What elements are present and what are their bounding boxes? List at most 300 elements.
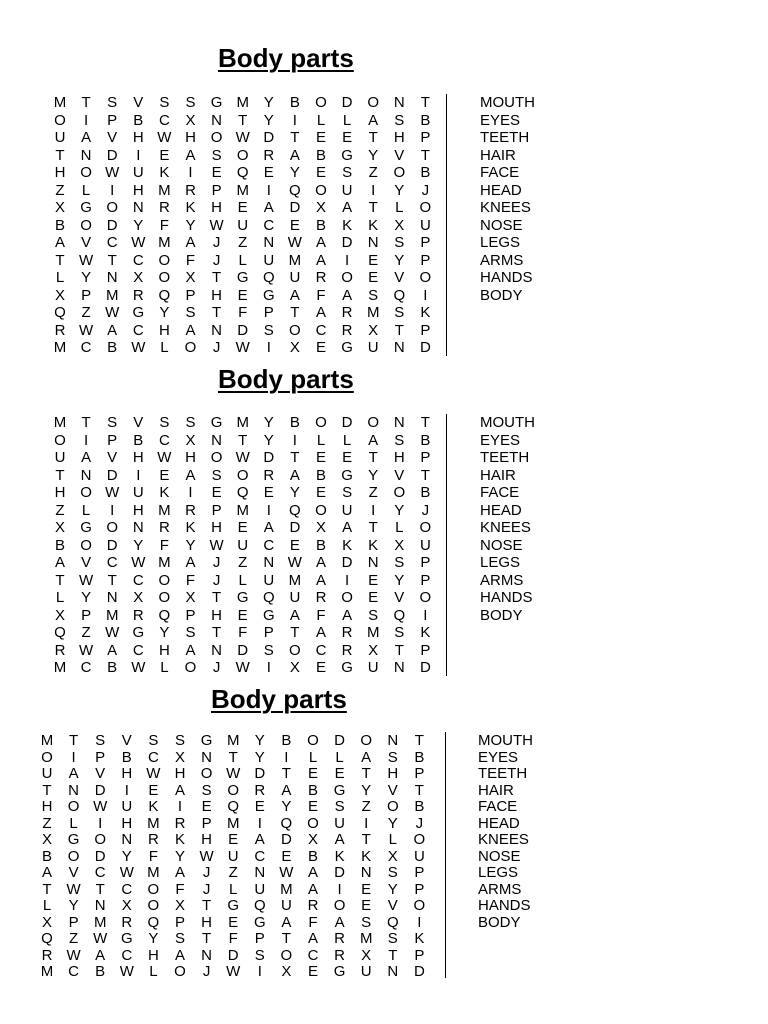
grid-letter: K <box>148 798 159 815</box>
grid-letter: E <box>263 164 274 181</box>
grid-letter: D <box>263 129 275 146</box>
grid-letter: Y <box>368 466 379 484</box>
grid-letter: Y <box>159 624 170 641</box>
grid-letter: P <box>420 234 431 251</box>
grid-letter: H <box>158 641 170 659</box>
grid-letter: Y <box>289 164 300 181</box>
grid-letter: P <box>211 181 222 199</box>
grid-letter: T <box>414 732 424 749</box>
grid-letter: J <box>212 234 221 251</box>
grid-letter: H <box>158 321 170 339</box>
grid-letter: W <box>235 449 250 466</box>
grid-letter: H <box>211 606 223 624</box>
grid-letter: Q <box>147 913 160 931</box>
grid-row <box>51 519 443 537</box>
grid-letter: J <box>212 659 221 676</box>
grid-letter: X <box>394 216 405 234</box>
grid-letter: O <box>147 880 160 898</box>
puzzle-title: Body parts <box>211 684 347 714</box>
grid-letter: A <box>68 765 79 782</box>
grid-row <box>51 182 443 200</box>
grid-letter: O <box>54 431 66 449</box>
grid-letter: C <box>315 321 327 339</box>
grid-letter: D <box>419 339 431 356</box>
word-list-item: HAIR <box>480 466 516 484</box>
grid-letter: U <box>263 251 275 269</box>
grid-letter: D <box>289 199 301 216</box>
grid-letter: U <box>254 880 266 898</box>
grid-letter: D <box>413 963 425 980</box>
grid-letter: D <box>289 519 301 536</box>
grid-letter: S <box>107 414 118 431</box>
grid-letter: Z <box>81 624 91 641</box>
grid-letter: A <box>289 466 300 484</box>
grid-letter: F <box>228 930 238 947</box>
grid-letter: A <box>342 606 353 624</box>
grid-letter: C <box>307 946 319 964</box>
grid-letter: R <box>315 269 327 286</box>
grid-letter: Y <box>361 781 372 799</box>
grid-letter: A <box>81 449 92 466</box>
grid-letter: F <box>308 913 318 931</box>
grid-letter: C <box>315 641 327 659</box>
grid-letter: B <box>420 484 431 501</box>
grid-row <box>51 252 443 270</box>
grid-letter: S <box>159 414 170 431</box>
grid-letter: X <box>361 946 372 964</box>
grid-letter: D <box>419 659 431 676</box>
grid-letter: U <box>227 847 239 865</box>
grid-letter: U <box>419 536 431 554</box>
grid-letter: T <box>420 414 430 431</box>
grid-row <box>38 798 437 816</box>
grid-letter: C <box>263 216 275 234</box>
word-list-item: TEETH <box>480 129 530 146</box>
grid-row <box>51 432 443 450</box>
word-list-item: HAIR <box>478 781 514 799</box>
grid-letter: O <box>386 798 399 815</box>
grid-letter: E <box>334 765 345 782</box>
grid-letter: N <box>211 111 223 129</box>
grid-letter: N <box>132 199 144 216</box>
grid-letter: S <box>185 94 196 111</box>
grid-letter: H <box>147 946 159 964</box>
grid-letter: T <box>281 930 291 947</box>
grid-letter: A <box>185 466 196 484</box>
grid-letter: S <box>185 414 196 431</box>
grid-letter: Z <box>368 164 378 181</box>
grid-letter: L <box>69 814 78 832</box>
grid-letter: I <box>136 146 141 164</box>
grid-letter: U <box>280 897 292 914</box>
grid-letter: B <box>54 216 65 234</box>
grid-letter: Q <box>158 286 171 304</box>
word-list-item: TEETH <box>480 449 530 466</box>
grid-letter: U <box>341 181 353 199</box>
grid-letter: Z <box>228 864 238 881</box>
grid-letter: T <box>42 880 52 898</box>
grid-letter: O <box>67 847 80 865</box>
grid-letter: O <box>413 897 426 914</box>
grid-letter: N <box>254 864 266 881</box>
grid-letter: D <box>280 831 292 848</box>
grid-letter: N <box>367 554 379 571</box>
grid-letter: O <box>419 589 432 606</box>
grid-letter: W <box>105 164 120 181</box>
grid-letter: B <box>315 216 326 234</box>
grid-letter: C <box>263 536 275 554</box>
grid-letter: B <box>420 431 431 449</box>
grid-letter: A <box>315 554 326 571</box>
grid-letter: T <box>55 571 65 589</box>
grid-letter: P <box>185 606 196 624</box>
grid-letter: A <box>174 864 185 881</box>
grid-letter: A <box>289 606 300 624</box>
grid-letter: C <box>158 111 170 129</box>
grid-letter: U <box>54 129 66 146</box>
grid-letter: K <box>361 847 372 865</box>
grid-letter: U <box>121 798 133 815</box>
grid-letter: H <box>121 765 133 782</box>
grid-letter: G <box>262 606 275 624</box>
grid-letter: B <box>133 111 144 129</box>
grid-letter: E <box>289 216 300 234</box>
grid-letter: I <box>423 606 428 624</box>
grid-letter: M <box>53 94 67 111</box>
grid-letter: Y <box>387 880 398 898</box>
grid-letter: X <box>315 199 326 216</box>
grid-letter: B <box>420 164 431 181</box>
grid-letter: U <box>341 501 353 519</box>
grid-letter: Q <box>54 304 66 321</box>
word-list-item: ARMS <box>480 571 524 589</box>
grid-letter: O <box>367 94 380 111</box>
grid-letter: S <box>185 624 196 641</box>
grid-letter: I <box>364 814 369 832</box>
grid-row <box>38 963 437 981</box>
grid-letter: T <box>81 94 91 111</box>
grid-letter: A <box>315 234 326 251</box>
grid-letter: N <box>94 897 106 914</box>
grid-letter: Y <box>148 930 159 947</box>
grid-letter: P <box>107 111 118 129</box>
grid-letter: X <box>41 913 52 931</box>
grid-letter: X <box>133 269 144 286</box>
grid-letter: N <box>121 831 133 848</box>
grid-letter: B <box>54 536 65 554</box>
grid-letter: S <box>263 321 274 339</box>
grid-row <box>51 467 443 485</box>
word-list-item: LEGS <box>480 554 521 571</box>
grid-letter: X <box>185 589 196 606</box>
grid-letter: S <box>148 732 159 749</box>
grid-letter: V <box>121 732 132 749</box>
grid-letter: K <box>174 831 185 848</box>
grid-letter: S <box>263 641 274 659</box>
grid-letter: D <box>106 536 118 554</box>
grid-letter: F <box>148 847 158 865</box>
grid-letter: O <box>184 339 197 356</box>
grid-letter: O <box>158 571 171 589</box>
grid-letter: X <box>281 963 292 980</box>
word-list-item: ARMS <box>480 251 524 269</box>
grid-letter: G <box>333 963 346 980</box>
grid-letter: A <box>81 129 92 146</box>
grid-letter: P <box>414 946 425 964</box>
grid-letter: O <box>307 814 319 832</box>
grid-letter: G <box>341 339 353 356</box>
grid-letter: R <box>54 641 66 659</box>
grid-letter: L <box>395 199 404 216</box>
grid-letter: G <box>67 831 80 848</box>
word-list-item: BODY <box>480 606 523 624</box>
grid-letter: E <box>148 781 159 799</box>
grid-letter: Q <box>393 606 406 624</box>
grid-letter: E <box>237 286 248 304</box>
grid-letter: Q <box>236 164 249 181</box>
grid-letter: S <box>394 234 405 251</box>
grid-letter: E <box>342 449 353 466</box>
grid-letter: K <box>420 304 431 321</box>
grid-letter: V <box>81 234 92 251</box>
grid-letter: E <box>237 199 248 216</box>
grid-letter: A <box>185 554 196 571</box>
grid-row <box>51 339 443 357</box>
grid-letter: Y <box>133 216 144 234</box>
grid-letter: D <box>341 234 353 251</box>
grid-letter: C <box>158 431 170 449</box>
grid-letter: R <box>132 606 144 624</box>
word-list-item: KNEES <box>478 831 529 848</box>
grid-letter: N <box>211 431 223 449</box>
grid-row <box>38 947 437 965</box>
grid-letter: J <box>421 501 430 519</box>
grid-letter: Q <box>54 624 66 641</box>
grid-letter: X <box>368 641 379 659</box>
grid-letter: E <box>159 146 170 164</box>
grid-letter: T <box>202 930 212 947</box>
word-list-item: ARMS <box>478 880 522 898</box>
grid-letter: N <box>106 589 118 606</box>
grid-letter: C <box>147 748 159 766</box>
grid-divider <box>446 94 447 356</box>
grid-letter: C <box>80 339 92 356</box>
grid-letter: A <box>254 831 265 848</box>
grid-letter: X <box>307 831 318 848</box>
grid-letter: X <box>368 321 379 339</box>
grid-letter: V <box>394 146 405 164</box>
grid-letter: X <box>394 536 405 554</box>
grid-letter: F <box>238 624 248 641</box>
grid-row <box>51 304 443 322</box>
grid-letter: K <box>185 199 196 216</box>
grid-letter: E <box>361 880 372 898</box>
grid-letter: B <box>315 146 326 164</box>
grid-letter: N <box>263 554 275 571</box>
grid-letter: R <box>341 641 353 659</box>
grid-letter: A <box>281 913 292 931</box>
grid-row <box>51 659 443 677</box>
grid-letter: I <box>177 798 183 815</box>
grid-letter: P <box>414 864 425 881</box>
grid-letter: S <box>211 146 222 164</box>
grid-letter: L <box>160 339 169 356</box>
grid-letter: E <box>211 164 222 181</box>
grid-letter: O <box>315 414 327 431</box>
grid-letter: O <box>315 501 327 519</box>
grid-letter: X <box>185 269 196 286</box>
grid-letter: U <box>367 339 379 356</box>
grid-letter: A <box>263 519 274 536</box>
grid-letter: P <box>414 765 425 782</box>
grid-row <box>51 414 443 432</box>
grid-letter: H <box>185 449 196 466</box>
grid-letter: T <box>212 624 222 641</box>
grid-letter: Y <box>394 501 405 519</box>
grid-letter: W <box>93 798 108 815</box>
grid-letter: Q <box>289 501 301 519</box>
grid-letter: G <box>341 659 353 676</box>
grid-letter: S <box>394 304 405 321</box>
grid-row <box>51 554 443 572</box>
grid-letter: M <box>158 181 171 199</box>
grid-letter: E <box>307 765 318 782</box>
grid-letter: D <box>227 946 239 964</box>
grid-letter: X <box>185 431 196 449</box>
grid-letter: T <box>368 129 378 146</box>
grid-letter: S <box>107 94 118 111</box>
grid-letter: H <box>387 765 399 782</box>
grid-letter: B <box>307 781 318 799</box>
grid-letter: R <box>341 304 353 321</box>
grid-letter: Y <box>289 484 300 501</box>
grid-row <box>38 864 437 882</box>
grid-letter: N <box>68 781 80 799</box>
grid-letter: F <box>185 251 196 269</box>
word-list-item: NOSE <box>478 847 521 865</box>
grid-letter: A <box>174 946 185 964</box>
grid-letter: A <box>41 864 52 881</box>
grid-letter: W <box>226 765 241 782</box>
grid-letter: X <box>54 286 65 304</box>
grid-letter: J <box>415 814 424 832</box>
word-list-item: LEGS <box>480 234 521 251</box>
word-list-item: HEAD <box>478 814 520 832</box>
grid-letter: O <box>147 897 160 914</box>
grid-letter: C <box>132 571 144 589</box>
grid-letter: V <box>394 466 405 484</box>
grid-letter: A <box>342 519 353 536</box>
grid-letter: T <box>361 831 371 848</box>
grid-letter: Y <box>263 94 274 111</box>
grid-letter: I <box>84 431 89 449</box>
grid-letter: C <box>94 864 106 881</box>
grid-letter: I <box>371 501 376 519</box>
grid-row <box>51 322 443 340</box>
grid-letter: Y <box>263 111 274 129</box>
grid-letter: M <box>40 732 54 749</box>
grid-letter: X <box>315 519 326 536</box>
word-list-item: LEGS <box>478 864 519 881</box>
grid-letter: P <box>201 814 212 832</box>
grid-letter: X <box>185 111 196 129</box>
grid-letter: O <box>360 732 373 749</box>
grid-letter: T <box>414 781 424 799</box>
grid-letter: O <box>80 216 92 234</box>
grid-letter: H <box>211 286 223 304</box>
grid-letter: T <box>394 641 404 659</box>
word-list-item: EYES <box>480 111 521 129</box>
grid-row <box>51 164 443 182</box>
grid-letter: M <box>236 94 249 111</box>
grid-letter: U <box>41 765 53 782</box>
grid-row <box>51 234 443 252</box>
grid-letter: C <box>121 880 133 898</box>
grid-letter: G <box>200 732 213 749</box>
grid-letter: I <box>266 339 271 356</box>
grid-letter: O <box>80 484 92 501</box>
grid-letter: W <box>79 321 94 339</box>
grid-letter: N <box>211 641 223 659</box>
grid-letter: J <box>421 181 430 199</box>
grid-letter: C <box>254 847 266 865</box>
grid-letter: A <box>185 146 196 164</box>
grid-letter: U <box>334 814 346 832</box>
grid-letter: M <box>236 181 249 199</box>
grid-letter: Y <box>368 146 379 164</box>
grid-letter: I <box>266 501 271 519</box>
grid-letter: T <box>107 251 117 269</box>
grid-letter: Z <box>361 798 371 815</box>
grid-letter: W <box>79 251 94 269</box>
grid-letter: L <box>388 831 397 848</box>
grid-letter: W <box>66 946 81 964</box>
grid-letter: N <box>263 234 275 251</box>
grid-letter: I <box>136 466 141 484</box>
grid-letter: B <box>315 536 326 554</box>
grid-letter: R <box>334 946 346 964</box>
grid-letter: C <box>68 963 80 980</box>
word-list-item: EYES <box>480 431 521 449</box>
grid-letter: S <box>185 304 196 321</box>
word-list-item: MOUTH <box>480 94 535 111</box>
grid-letter: H <box>174 765 186 782</box>
grid-letter: Y <box>81 269 92 286</box>
grid-letter: E <box>307 963 318 980</box>
grid-letter: K <box>368 216 379 234</box>
grid-letter: G <box>236 589 249 606</box>
grid-letter: R <box>334 930 346 947</box>
grid-letter: H <box>54 164 66 181</box>
grid-letter: M <box>53 414 67 431</box>
grid-letter: O <box>54 111 66 129</box>
grid-letter: J <box>212 554 221 571</box>
grid-letter: H <box>41 798 53 815</box>
grid-letter: M <box>236 414 249 431</box>
grid-letter: T <box>388 946 398 964</box>
grid-letter: P <box>95 748 106 766</box>
grid-row <box>51 642 443 660</box>
grid-letter: Q <box>262 589 275 606</box>
grid-letter: K <box>342 216 353 234</box>
grid-letter: O <box>419 199 432 216</box>
grid-letter: A <box>185 321 196 339</box>
grid-letter: O <box>289 321 301 339</box>
grid-letter: O <box>158 251 171 269</box>
grid-letter: T <box>290 304 300 321</box>
grid-letter: O <box>158 589 171 606</box>
grid-letter: J <box>202 864 211 881</box>
